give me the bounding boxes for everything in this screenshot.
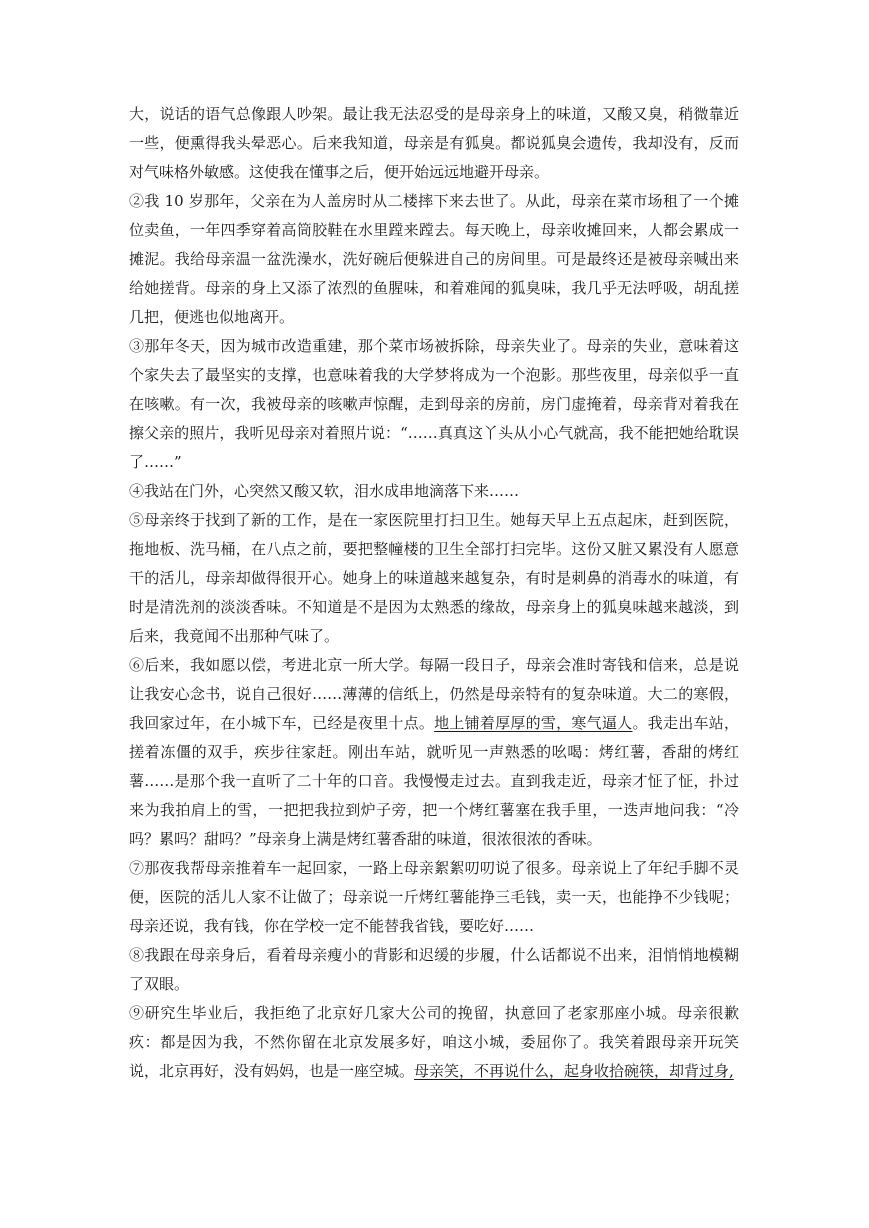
paragraph-7 bbox=[129, 854, 739, 941]
paragraph-6-underlined-phrase: 地上铺着厚厚的雪，寒气逼人 bbox=[434, 714, 633, 732]
paragraph-0 bbox=[129, 100, 739, 187]
paragraph-6-text-b: 。我走出车站，搓着冻僵的双手，疾步往家赶。刚出车站，就听见一声熟悉的吆喝：烤红薯，香甜的烤红薯……是那个我一直听了二十年的口音。我慢慢走过去。直到我走近，母亲才怔了怔，扑过来为我拍肩上的雪，一把把我拉到炉子旁，把一个烤红薯塞在我手里，一迭声地问我：“冷吗？累吗？甜吗？”母亲身上满是烤红薯香甜的味道，很浓很浓的香味。 bbox=[129, 714, 739, 848]
document-body bbox=[129, 100, 739, 1086]
paragraph-9-text-a: ⑨研究生毕业后，我拒绝了北京好几家大公司的挽留，执意回了老家那座小城。母亲很歉疚：都是因为我，不然你留在北京发展多好，咱这小城，委屈你了。我笑着跟母亲开玩笑说，北京再好，没有妈妈，也是一座空城。 bbox=[129, 1004, 739, 1080]
paragraph-3 bbox=[129, 332, 739, 477]
paragraph-6-text-a: ⑥后来，我如愿以偿，考进北京一所大学。每隔一段日子，母亲会准时寄钱和信来，总是说让我安心念书，说自己很好……薄薄的信纸上，仍然是母亲特有的复杂味道。大二的寒假，我回家过年，在小城下车，已经是夜里十点。 bbox=[129, 656, 739, 732]
paragraph-5 bbox=[129, 506, 739, 651]
paragraph-8-text: ⑧我跟在母亲身后，看着母亲瘦小的背影和迟缓的步履，什么话都说不出来，泪悄悄地模糊了双眼。 bbox=[129, 946, 739, 993]
paragraph-2 bbox=[129, 187, 739, 332]
paragraph-9-underlined-phrase: 母亲笑，不再说什么，起身收拾碗筷，却背过身, bbox=[414, 1062, 734, 1080]
paragraph-4-text: ④我站在门外，心突然又酸又软，泪水成串地滴落下来…… bbox=[129, 482, 520, 500]
paragraph-5-text: ⑤母亲终于找到了新的工作，是在一家医院里打扫卫生。她每天早上五点起床，赶到医院，拖地板、洗马桶，在八点之前，要把整幢楼的卫生全部打扫完毕。这份又脏又累没有人愿意干的活儿，母亲却做得很开心。她身上的味道越来越复杂，有时是刺鼻的消毒水的味道，有时是清洗剂的淡淡香味。不知道是不是因为太熟悉的缘故，母亲身上的狐臭味越来越淡，到后来，我竟闻不出那种气味了。 bbox=[129, 511, 739, 645]
paragraph-3-text: ③那年冬天，因为城市改造重建，那个菜市场被拆除，母亲失业了。母亲的失业，意味着这个家失去了最坚实的支撑，也意味着我的大学梦将成为一个泡影。那些夜里，母亲似乎一直在咳嗽。有一次，我被母亲的咳嗽声惊醒，走到母亲的房前，房门虚掩着，母亲背对着我在擦父亲的照片，我听见母亲对着照片说：“……真真这丫头从小心气就高，我不能把她给耽误了……” bbox=[129, 337, 739, 471]
paragraph-6 bbox=[129, 651, 739, 854]
paragraph-4 bbox=[129, 477, 739, 506]
paragraph-7-text: ⑦那夜我帮母亲推着车一起回家，一路上母亲絮絮叨叨说了很多。母亲说上了年纪手脚不灵便，医院的活儿人家不让做了；母亲说一斤烤红薯能挣三毛钱，卖一天，也能挣不少钱呢；母亲还说，我有钱，你在学校一定不能替我省钱，要吃好…… bbox=[129, 859, 739, 935]
paragraph-9 bbox=[129, 999, 739, 1086]
paragraph-2-text: ②我 10 岁那年，父亲在为人盖房时从二楼摔下来去世了。从此，母亲在菜市场租了一个摊位卖鱼，一年四季穿着高筒胶鞋在水里蹚来蹚去。每天晚上，母亲收摊回来，人都会累成一摊泥。我给母亲温一盆洗澡水，洗好碗后便躲进自己的房间里。可是最终还是被母亲喊出来给她搓背。母亲的身上又添了浓烈的鱼腥味，和着难闻的狐臭味，我几乎无法呼吸，胡乱搓几把，便逃也似地离开。 bbox=[129, 192, 739, 326]
paragraph-8 bbox=[129, 941, 739, 999]
paragraph-0-text: 大，说话的语气总像跟人吵架。最让我无法忍受的是母亲身上的味道，又酸又臭，稍微靠近一些，便熏得我头晕恶心。后来我知道，母亲是有狐臭。都说狐臭会遗传，我却没有，反而对气味格外敏感。这使我在懂事之后，便开始远远地避开母亲。 bbox=[129, 105, 739, 181]
